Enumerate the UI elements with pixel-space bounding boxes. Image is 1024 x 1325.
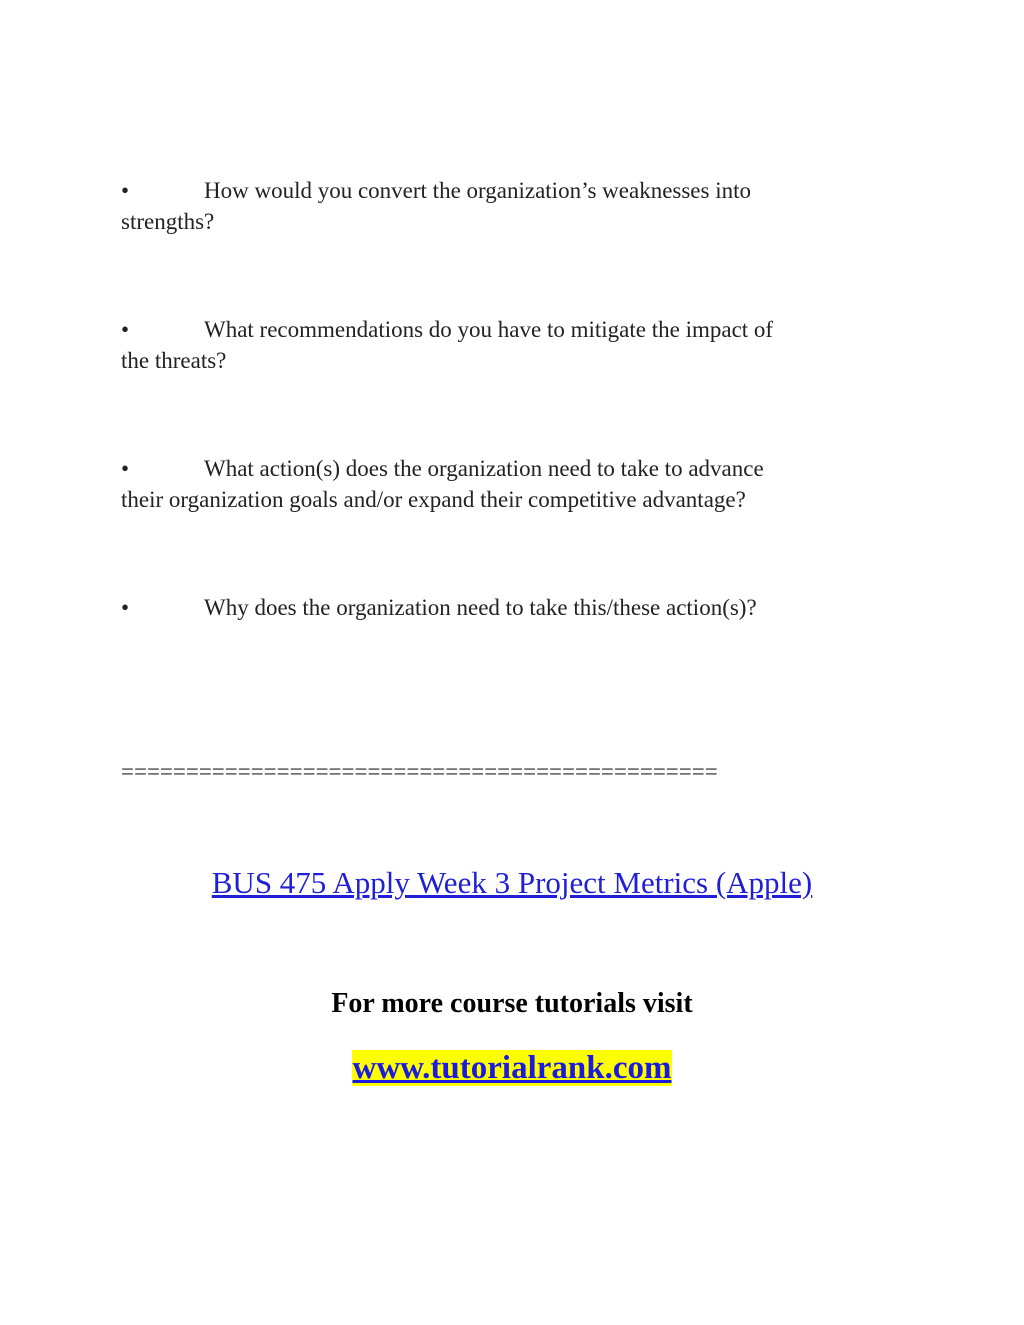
bullet-text: What action(s) does the organization need to take to advance: [204, 456, 764, 481]
bullet-continuation: strengths?: [121, 209, 215, 234]
course-link[interactable]: BUS 475 Apply Week 3 Project Metrics (Apple): [211, 865, 813, 900]
course-link-container: [0, 864, 1024, 902]
bullet-text: Why does the organization need to take this/these action(s)?: [204, 595, 757, 620]
bullet-first-line: [121, 175, 881, 206]
bullet-text: What recommendations do you have to mitigate the impact of: [204, 317, 774, 342]
bullet-icon: •: [121, 456, 130, 481]
bullet-item-weaknesses: [121, 175, 881, 237]
bullet-first-line: [121, 314, 881, 345]
bullet-continuation: the threats?: [121, 348, 227, 373]
bullet-continuation: their organization goals and/or expand their competitive advantage?: [121, 487, 746, 512]
bullet-item-threats: [121, 314, 881, 376]
bullet-icon: •: [121, 178, 130, 203]
separator-line: ==============================================: [121, 759, 718, 784]
bullet-icon: •: [121, 317, 130, 342]
more-tutorials-heading: For more course tutorials visit: [331, 988, 693, 1019]
bullet-icon: •: [121, 595, 130, 620]
bullet-text: How would you convert the organization’s weaknesses into: [204, 178, 751, 203]
bullet-item-why: [121, 592, 881, 623]
bullet-first-line: [121, 592, 881, 623]
site-link-container: [0, 1046, 1024, 1090]
bullet-first-line: [121, 453, 881, 484]
site-link[interactable]: www.tutorialrank.com: [352, 1050, 672, 1086]
bullet-item-actions: [121, 453, 881, 515]
